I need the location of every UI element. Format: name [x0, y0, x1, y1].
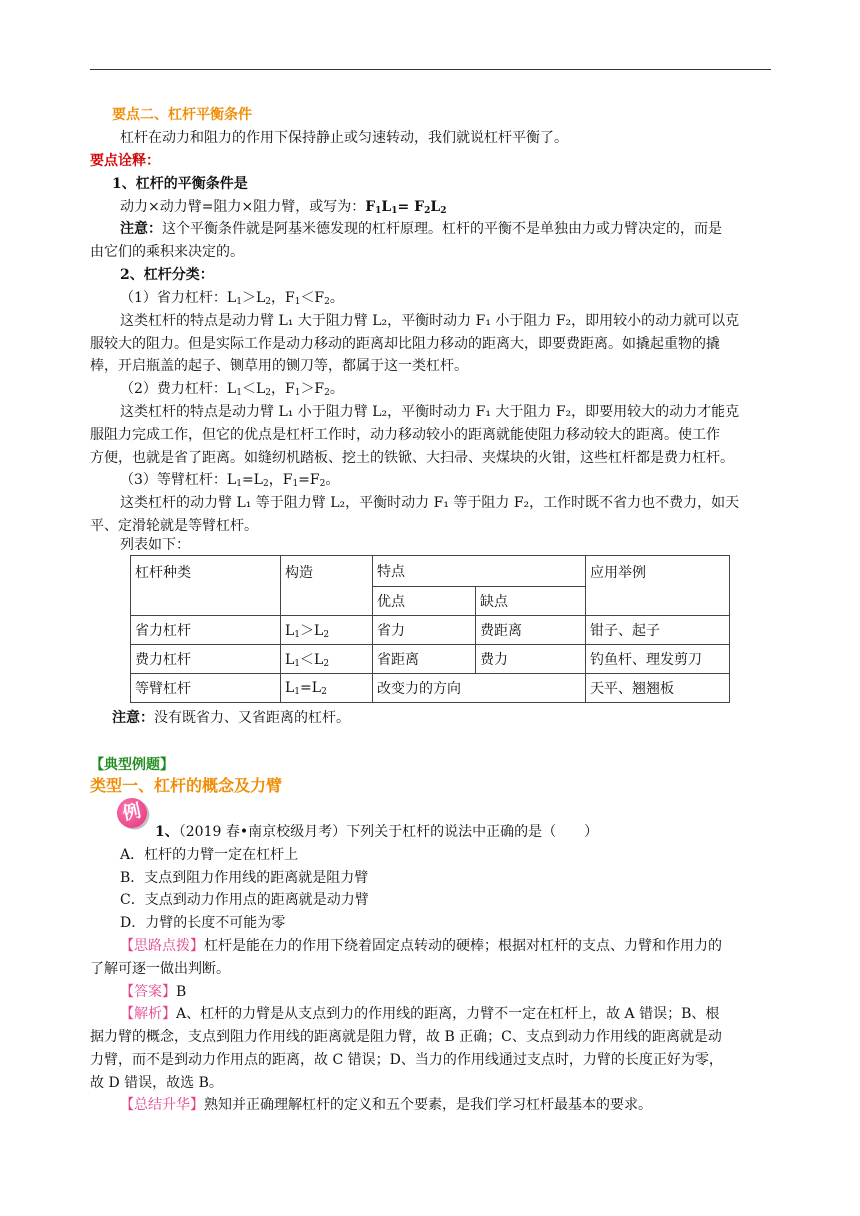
c3-formula: $L_1=L_2$，$F_1=F_2$。: [226, 472, 340, 489]
cell-example: 钓鱼杆、理发剪刀: [586, 645, 730, 674]
c1-text-3: 棒，开启瓶盖的起子、铡草用的铡刀等，都属于这一类杠杆。: [90, 358, 468, 374]
formula: $F_1L_1= F_2L_2$: [365, 199, 447, 216]
p1-title: 1、杠杆的平衡条件是: [112, 176, 248, 192]
intro-text: 杠杆在动力和阻力的作用下保持静止或匀速转动，我们就说杠杆平衡了。: [120, 130, 568, 146]
cell-example: 钳子、起子: [586, 616, 730, 645]
note1-line1: 注意：这个平衡条件就是阿基米德发现的杠杆原理。杠杆的平衡不是单独由力或力臂决定的，而是: [120, 221, 722, 237]
cell-feature: 改变力的方向: [373, 674, 586, 703]
c1-text-1: 这类杠杆的特点是动力臂 L₁ 大于阻力臂 L₂，平衡时动力 F₁ 小于阻力 F₂，即用较小的动力就可以克: [120, 313, 740, 329]
examples-header: 【典型例题】: [90, 757, 174, 773]
question-line: [155, 822, 598, 842]
summary-text: 熟知并正确理解杠杆的定义和五个要素，是我们学习杠杆最基本的要求。: [204, 1097, 652, 1113]
c3-text-2: 平、定滑轮就是等臂杠杆。: [90, 518, 258, 534]
option-b: B．支点到阻力作用线的距离就是阻力臂: [120, 870, 369, 886]
table-row: [131, 674, 730, 703]
analysis-line3: 力臂，而不是到动力作用点的距离，故 C 错误；D、当力的作用线通过支点时，力臂的长度正好为零，: [90, 1052, 723, 1068]
c2-text-3: 方便，也就是省了距离。如缝纫机踏板、挖土的铁锨、大扫帚、夹煤块的火钳，这些杠杆都是费力杠杆。: [90, 450, 734, 466]
cell-dis: 费距离: [476, 616, 586, 645]
c1-label: （1）省力杠杆：: [120, 290, 227, 306]
note1-line2: 由它们的乘积来决定的。: [90, 244, 244, 260]
th-feature: 特点: [373, 556, 586, 587]
cell-struct: $L_1<L_2$: [281, 645, 373, 674]
th-example: 应用举例: [586, 556, 730, 616]
p1-formula: [120, 197, 446, 217]
cell-type: 费力杠杆: [131, 645, 281, 674]
cell-struct: $L_1>L_2$: [281, 616, 373, 645]
analysis-label: 【解析】: [120, 1006, 176, 1022]
answer-line: [120, 982, 186, 1002]
c1-text-2: 服较大的阻力。但是实际工作是动力移动的距离却比阻力移动的距离大，即要费距离。如撬起重物的撬: [90, 336, 720, 352]
p2-title: 2、杠杆分类：: [120, 267, 214, 283]
c3-text-1: 这类杠杆的动力臂 L₁ 等于阻力臂 L₂，平衡时动力 F₁ 等于阻力 F₂，工作时既不省力也不费力，如天: [120, 495, 740, 511]
question-number: 1、: [155, 824, 179, 840]
summary-line: [120, 1095, 652, 1115]
table-intro: 列表如下：: [120, 537, 190, 553]
c1-formula: $L_1>L_2$，$F_1<F_2$。: [226, 290, 344, 307]
note2-text: 没有既省力、又省距离的杠杆。: [154, 710, 350, 726]
option-a: A．杠杆的力臂一定在杠杆上: [120, 847, 299, 863]
table-header-row: [131, 556, 730, 587]
header-rule: [90, 69, 771, 70]
cell-adv: 省距离: [373, 645, 476, 674]
section-title: 要点二、杠杆平衡条件: [112, 107, 252, 123]
note1-label: 注意：: [120, 221, 162, 237]
type1-title: 类型一、杠杆的概念及力臂: [90, 776, 283, 795]
c3-heading: [120, 470, 339, 490]
cell-adv: 省力: [373, 616, 476, 645]
option-c: C．支点到动力作用点的距离就是动力臂: [120, 892, 369, 908]
cell-type: 等臂杠杆: [131, 674, 281, 703]
th-struct: 构造: [281, 556, 373, 616]
hint-line1: 【思路点拨】杠杆是能在力的作用下绕着固定点转动的硬棒；根据对杠杆的支点、力臂和作用力的: [120, 938, 722, 954]
th-type: 杠杆种类: [131, 556, 281, 616]
c3-label: （3）等臂杠杆：: [120, 472, 227, 488]
th-adv: 优点: [373, 587, 476, 616]
c2-text-2: 服阻力完成工作，但它的优点是杠杆工作时，动力移动较小的距离就能使阻力移动较大的距离。使工作: [90, 427, 720, 443]
answer-label: 【答案】: [120, 984, 176, 1000]
hint-label: 【思路点拨】: [120, 938, 204, 954]
note2: [112, 708, 350, 728]
c1-heading: [120, 288, 344, 308]
analysis-line1: 【解析】A、杠杆的力臂是从支点到力的作用线的距离，力臂不一定在杠杆上，故 A 错误；B、根: [120, 1006, 720, 1022]
answer-value: B: [176, 984, 187, 1000]
explain-label: 要点诠释：: [90, 153, 160, 169]
analysis-line4: 故 D 错误，故选 B。: [90, 1075, 223, 1091]
option-d: D．力臂的长度不可能为零: [120, 915, 286, 931]
c2-label: （2）费力杠杆：: [120, 381, 227, 397]
note2-label: 注意：: [112, 710, 154, 726]
example-badge-icon: 例: [114, 795, 150, 831]
cell-dis: 费力: [476, 645, 586, 674]
summary-label: 【总结升华】: [120, 1097, 204, 1113]
cell-example: 天平、翘翘板: [586, 674, 730, 703]
formula-text: 动力×动力臂=阻力×阻力臂，或写为：: [120, 199, 366, 215]
cell-struct: $L_1=L_2$: [281, 674, 373, 703]
lever-table: [130, 555, 730, 703]
hint-line2: 了解可逐一做出判断。: [90, 961, 230, 977]
table-row: [131, 616, 730, 645]
c2-heading: [120, 379, 344, 399]
cell-type: 省力杠杆: [131, 616, 281, 645]
th-dis: 缺点: [476, 587, 586, 616]
question-text: （2019 春•南京校级月考）下列关于杠杆的说法中正确的是（ ）: [178, 824, 599, 840]
c2-formula: $L_1<L_2$，$F_1>F_2$。: [226, 381, 344, 398]
analysis-line2: 据力臂的概念，支点到阻力作用线的距离就是阻力臂，故 B 正确；C、支点到动力作用线的距离就是动: [90, 1029, 722, 1045]
c2-text-1: 这类杠杆的特点是动力臂 L₁ 小于阻力臂 L₂，平衡时动力 F₁ 大于阻力 F₂，即要用较大的动力才能克: [120, 404, 740, 420]
table-row: [131, 645, 730, 674]
